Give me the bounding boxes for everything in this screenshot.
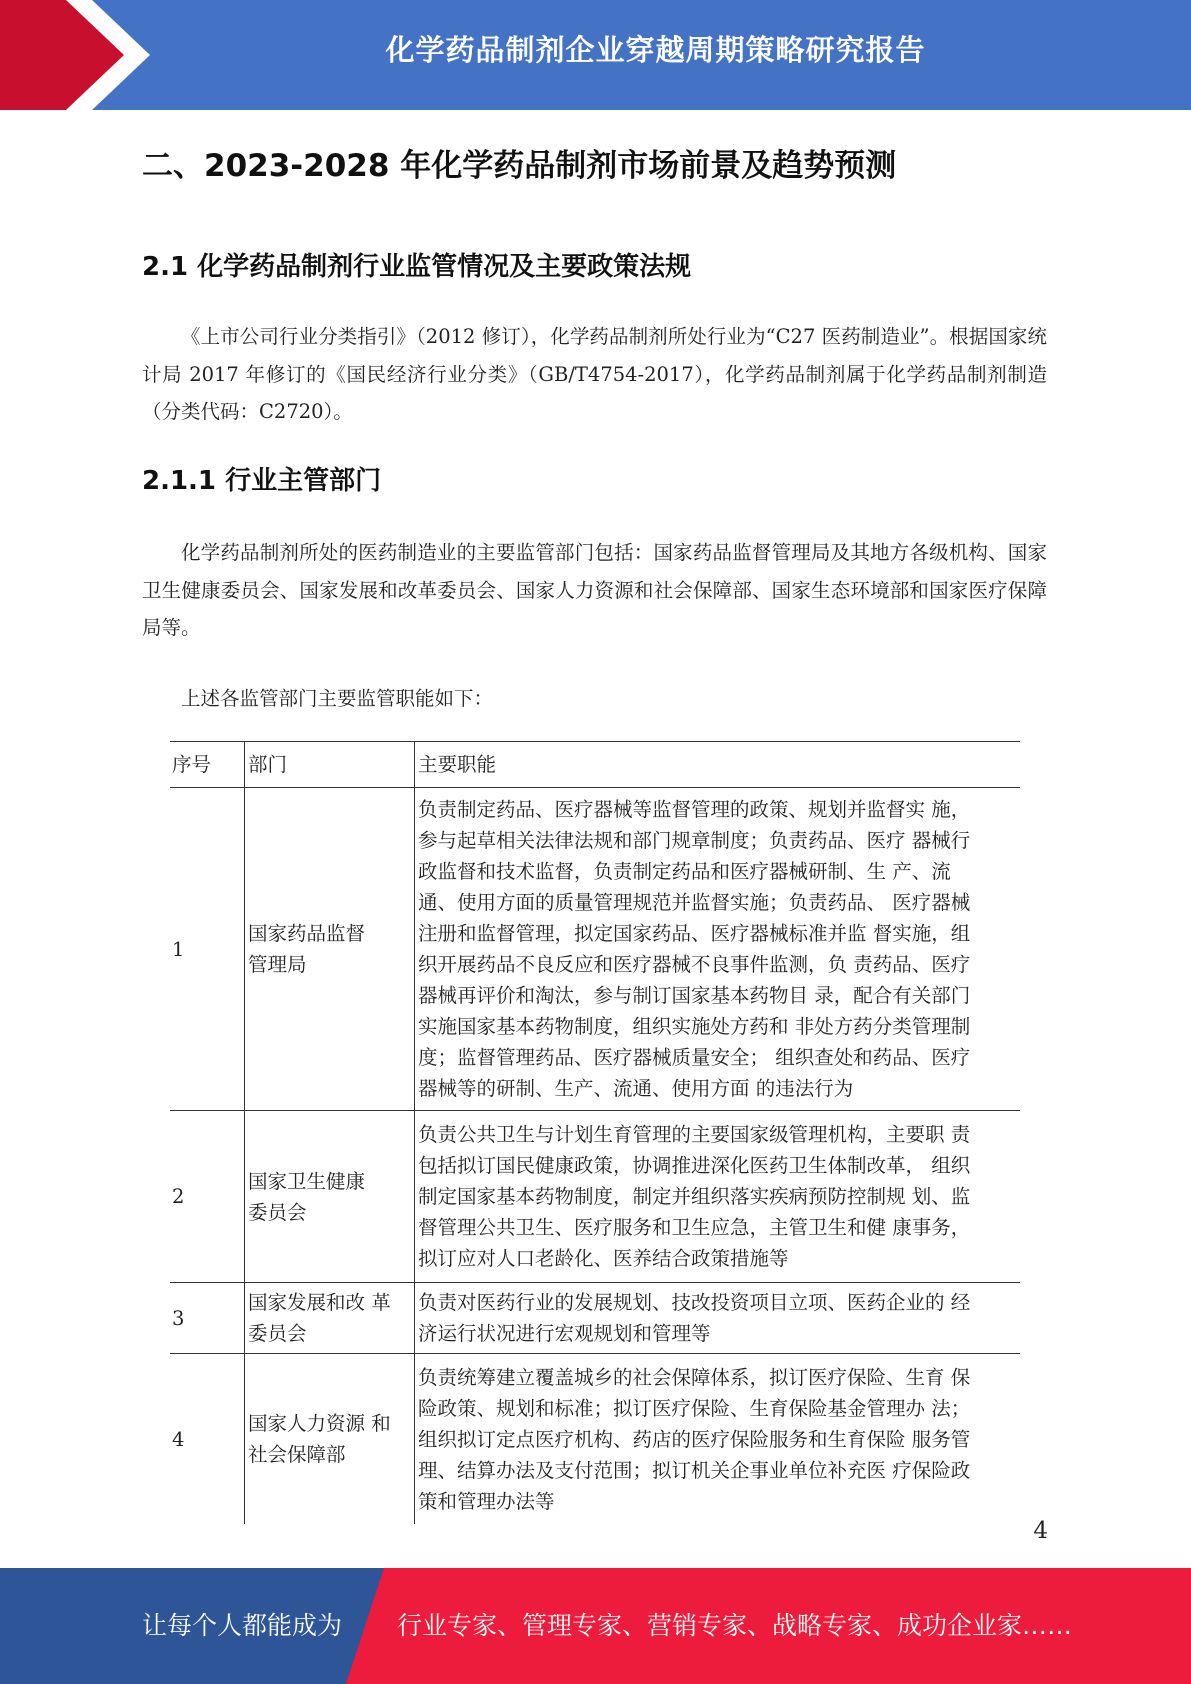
- row-duty: 负责统筹建立覆盖城乡的社会保障体系，拟订医疗保险、生育 保 险政策、规划和标准；拟订医疗保险、生育保险基金管理办 法； 组织拟订定点医疗机构、药店的医疗保险服务和生育保险 服务管 理、结算办法及支付范围；拟订机关企事业单位补充医 疗保险政 策和管理办法等: [414, 1354, 1020, 1524]
- page-number: 4: [1033, 1518, 1048, 1544]
- row-duty: 负责公共卫生与计划生育管理的主要国家级管理机构，主要职 责 包括拟订国民健康政策，协调推进深化医药卫生体制改革， 组织 制定国家基本药物制度，制定并组织落实疾病预防控制规 划、监 督管理公共卫生、医疗服务和卫生应急，主管卫生和健 康事务， 拟订应对人口老龄化、医养结合政策措施等: [414, 1111, 1020, 1282]
- header-duty: 主要职能: [414, 742, 1020, 787]
- row-num: 4: [172, 1427, 185, 1451]
- footer-banner: [0, 1568, 1191, 1684]
- table-header-row: [170, 742, 1020, 788]
- row-num: 3: [172, 1306, 185, 1330]
- paragraph-industry-classification: 《上市公司行业分类指引》（2012 修订），化学药品制剂所处行业为“C27 医药制造业”。根据国家统计局 2017 年修订的《国民经济行业分类》（GB/T4754-2017），化学药品制剂属于化学药品制剂制造（分类代码：C2720）。: [142, 325, 1047, 423]
- table-row: [170, 1354, 1020, 1524]
- row-duty: 负责对医药行业的发展规划、技改投资项目立项、医药企业的 经 济运行状况进行宏观规划和管理等: [414, 1283, 1020, 1353]
- row-dept: 国家发展和改 革 委员会: [244, 1283, 414, 1353]
- header-dept: 部门: [244, 742, 414, 787]
- subsection-heading: 2.1.1 行业主管部门: [142, 466, 382, 496]
- regulator-duties-table: [170, 741, 1020, 1524]
- header-num: 序号: [172, 753, 212, 776]
- row-dept: 国家人力资源 和 社会保障部: [244, 1354, 414, 1524]
- table-row: [170, 1111, 1020, 1283]
- footer-slogan-right: 行业专家、管理专家、营销专家、战略专家、成功企业家……: [397, 1611, 1073, 1640]
- paragraph-regulators: 化学药品制剂所处的医药制造业的主要监管部门包括：国家药品监督管理局及其地方各级机构、国家卫生健康委员会、国家发展和改革委员会、国家人力资源和社会保障部、国家生态环境部和国家医疗保障局等。: [142, 541, 1047, 639]
- footer-slogan-left: 让每个人都能成为: [142, 1611, 343, 1640]
- paragraph-table-intro: 上述各监管部门主要监管职能如下：: [181, 687, 494, 710]
- row-dept: 国家药品监督 管理局: [244, 788, 414, 1110]
- row-num: 1: [172, 937, 185, 961]
- header-banner: [0, 0, 1191, 110]
- table-row: [170, 1283, 1020, 1354]
- report-title: 化学药品制剂企业穿越周期策略研究报告: [385, 33, 926, 67]
- chapter-heading: 二、2023-2028 年化学药品制剂市场前景及趋势预测: [142, 148, 897, 184]
- table-row: [170, 788, 1020, 1111]
- section-heading: 2.1 化学药品制剂行业监管情况及主要政策法规: [142, 252, 692, 282]
- row-num: 2: [172, 1185, 185, 1208]
- row-dept: 国家卫生健康 委员会: [244, 1111, 414, 1282]
- row-duty: 负责制定药品、医疗器械等监督管理的政策、规划并监督实 施， 参与起草相关法律法规和部门规章制度；负责药品、医疗 器械行 政监督和技术监督，负责制定药品和医疗器械研制、生 产、流 通、使用方面的质量管理规范并监督实施；负责药品、 医疗器械 注册和监督管理，拟定国家药品、医疗器械标准并监 督实施，组 织开展药品不良反应和医疗器械不良事件监测，负 责药品、医疗 器械再评价和淘汰，参与制订国家基本药物目 录，配合有关部门 实施国家基本药物制度，组织实施处方药和 非处方药分类管理制 度；监督管理药品、医疗器械质量安全； 组织查处和药品、医疗 器械等的研制、生产、流通、使用方面 的违法行为: [414, 788, 1020, 1110]
